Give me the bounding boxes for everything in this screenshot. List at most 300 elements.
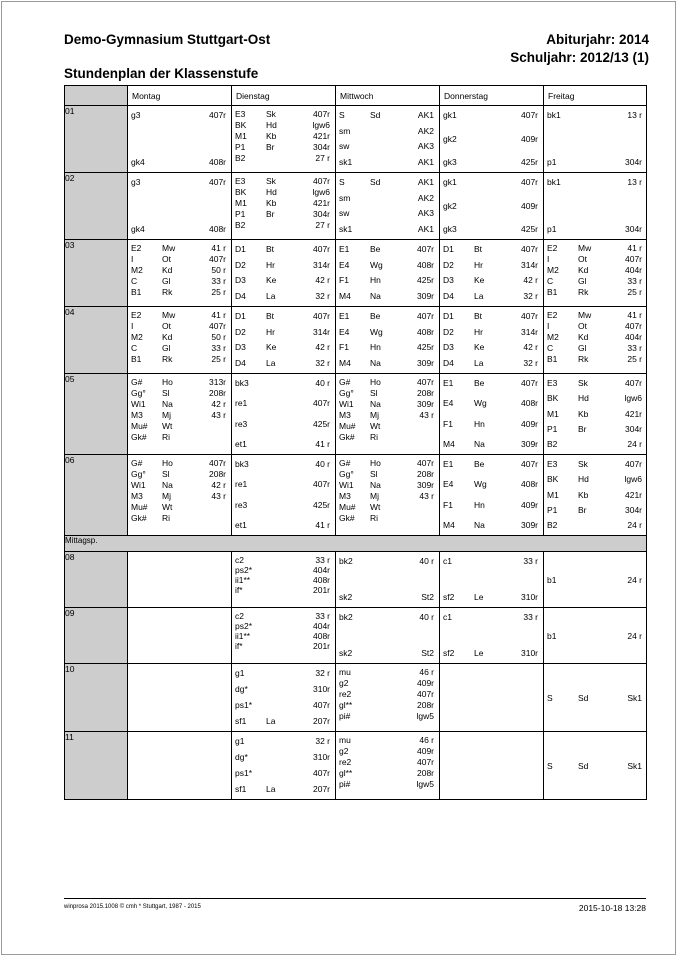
lesson-line: [440, 291, 543, 301]
lesson-cell: [336, 552, 440, 608]
lesson-teacher: Mj: [370, 410, 379, 420]
period-number: 09: [65, 608, 75, 618]
lesson-teacher: [266, 700, 304, 710]
lesson-course: G#: [131, 377, 143, 387]
lesson-line: [232, 565, 335, 575]
lesson-line: [544, 474, 646, 484]
lesson-room: 13 r: [627, 177, 642, 187]
lesson-room: 42 r: [523, 275, 538, 286]
lesson-teacher: Mw: [578, 310, 592, 320]
footer-rule: [64, 898, 646, 899]
lesson-line: [336, 410, 439, 421]
lesson-course: B1: [131, 354, 142, 364]
lesson-course: sw: [339, 141, 350, 152]
lesson-teacher: [578, 177, 616, 187]
lesson-room: [200, 432, 226, 443]
lesson-cell: [128, 732, 232, 800]
lesson-course: D1: [235, 311, 246, 321]
lesson-teacher: [370, 648, 408, 658]
lesson-teacher: [162, 177, 200, 187]
lesson-line: [128, 332, 231, 343]
lesson-room: 42 r: [315, 342, 330, 353]
lesson-course: B2: [235, 220, 246, 230]
lesson-course: E3: [235, 176, 246, 186]
lesson-line: [128, 110, 231, 120]
lesson-room: 310r: [520, 648, 538, 658]
lesson-course: dg*: [235, 752, 248, 762]
lesson-teacher: Ri: [370, 432, 379, 442]
lesson-room: 27 r: [315, 220, 330, 230]
lesson-room: 421r: [624, 489, 642, 500]
lesson-room: 33 r: [627, 343, 642, 353]
lesson-line: [336, 678, 439, 689]
lesson-teacher: [578, 224, 616, 234]
lesson-line: [232, 153, 335, 164]
lesson-course: pi#: [339, 779, 351, 789]
period-number: 08: [65, 552, 75, 562]
lesson-course: C: [547, 276, 554, 286]
lesson-teacher: [370, 612, 408, 622]
lesson-line: [128, 354, 231, 365]
lesson-room: 304r: [624, 224, 642, 234]
lesson-line: [336, 244, 439, 254]
lesson-teacher: Na: [370, 480, 381, 490]
lesson-room: 43 r: [419, 491, 434, 501]
lesson-teacher: Kb: [266, 131, 277, 141]
lesson-teacher: Wg: [370, 259, 383, 270]
lesson-course: M1: [547, 408, 559, 419]
lesson-line: [336, 689, 439, 700]
lesson-line: [336, 648, 439, 658]
lesson-room: 43 r: [419, 410, 434, 420]
lesson-teacher: [370, 141, 408, 151]
lesson-course: F1: [339, 275, 349, 286]
lesson-line: [232, 327, 335, 337]
lesson-teacher: Na: [370, 399, 381, 409]
lesson-course: M3: [339, 410, 351, 420]
lesson-room: 27 r: [315, 153, 330, 163]
lesson-line: [336, 779, 439, 790]
lesson-teacher: [474, 134, 512, 144]
lesson-room: 404r: [312, 565, 330, 575]
lesson-course: M3: [339, 491, 351, 501]
lesson-room: 24 r: [627, 439, 642, 449]
lesson-teacher: [266, 520, 304, 530]
lesson-course: D1: [235, 244, 246, 254]
lesson-line: [232, 244, 335, 254]
lesson-teacher: [474, 201, 512, 211]
lesson-line: [232, 378, 335, 388]
lesson-course: p1: [547, 157, 557, 167]
lesson-cell: [336, 307, 440, 374]
lesson-line: [440, 260, 543, 270]
lesson-course: C: [131, 343, 138, 353]
lesson-room: 409r: [416, 746, 434, 756]
lesson-line: [336, 141, 439, 151]
lesson-teacher: Br: [266, 142, 275, 152]
lesson-teacher: Ho: [162, 458, 173, 468]
lesson-room: 425r: [416, 275, 434, 286]
lesson-course: Mu#: [339, 421, 356, 431]
lesson-room: 407r: [520, 459, 538, 469]
lesson-line: [128, 469, 231, 480]
lesson-room: 50 r: [211, 265, 226, 275]
lesson-teacher: Rk: [578, 287, 589, 297]
lesson-line: [544, 409, 646, 419]
lesson-room: 24 r: [627, 630, 642, 641]
lesson-line: [336, 260, 439, 270]
lesson-room: 33 r: [211, 343, 226, 353]
lesson-course: gk2: [443, 200, 457, 211]
lesson-teacher: Na: [370, 290, 381, 301]
lesson-room: 309r: [520, 519, 538, 530]
lesson-cell: [232, 374, 336, 455]
lesson-course: M3: [131, 410, 143, 420]
lesson-line: [544, 157, 646, 167]
lesson-teacher: Rk: [162, 354, 173, 364]
lesson-room: 408r: [208, 157, 226, 167]
lesson-course: bk2: [339, 612, 353, 622]
lesson-teacher: Ke: [266, 342, 277, 353]
lesson-teacher: [474, 224, 512, 234]
lesson-room: 407r: [520, 311, 538, 321]
lunch-break-label: Mittagsp.: [65, 536, 647, 552]
lesson-line: [336, 513, 439, 524]
lesson-room: 314r: [312, 259, 330, 270]
lesson-room: AK1: [417, 156, 434, 167]
lesson-room: 407r: [208, 321, 226, 331]
lesson-room: 207r: [312, 716, 330, 726]
lesson-line: [336, 768, 439, 779]
lesson-teacher: [266, 398, 304, 408]
lesson-room: 407r: [416, 377, 434, 387]
lesson-course: et1: [235, 519, 247, 530]
lesson-room: 409r: [520, 418, 538, 429]
lesson-course: C: [547, 343, 554, 353]
lesson-teacher: Wt: [370, 421, 381, 431]
lesson-teacher: Sk: [578, 378, 588, 388]
lesson-room: 407r: [624, 378, 642, 388]
lesson-line: [232, 668, 335, 678]
lesson-room: 309r: [520, 438, 538, 449]
lesson-teacher: [266, 641, 304, 651]
lesson-room: 407r: [312, 479, 330, 490]
lesson-room: 408r: [416, 326, 434, 337]
lesson-room: Sk1: [627, 760, 642, 771]
lesson-room: 407r: [416, 757, 434, 767]
lesson-course: Gg°: [339, 469, 354, 479]
lesson-teacher: Mw: [162, 243, 176, 253]
lesson-line: [544, 378, 646, 388]
lesson-room: 43 r: [211, 410, 226, 420]
lesson-line: [336, 358, 439, 368]
lesson-teacher: [474, 556, 512, 566]
lesson-course: M2: [131, 265, 143, 275]
lesson-line: [440, 378, 543, 388]
lesson-line: [544, 343, 646, 354]
lesson-teacher: [266, 555, 304, 565]
lesson-teacher: Hd: [578, 474, 589, 485]
lesson-line: [544, 631, 646, 641]
lesson-line: [232, 176, 335, 187]
lesson-room: 407r: [312, 700, 330, 710]
lesson-room: 310r: [520, 592, 538, 602]
lesson-room: 408r: [416, 259, 434, 270]
lesson-course: BK: [547, 474, 559, 485]
lesson-room: 421r: [624, 408, 642, 419]
lesson-course: gk3: [443, 157, 457, 167]
lesson-line: [232, 500, 335, 510]
lesson-course: gl**: [339, 700, 353, 710]
lesson-teacher: Na: [474, 438, 485, 449]
lesson-teacher: Ot: [578, 321, 587, 331]
lesson-teacher: Na: [162, 399, 173, 409]
lesson-room: 40 r: [315, 378, 330, 388]
lesson-teacher: Kd: [162, 332, 173, 342]
lesson-course: b1: [547, 630, 557, 641]
lesson-room: 50 r: [211, 332, 226, 342]
lesson-room: 304r: [312, 142, 330, 152]
lesson-course: Gk#: [131, 432, 147, 442]
lesson-room: 407r: [416, 689, 434, 699]
period-number: 10: [65, 664, 75, 674]
lesson-teacher: Kb: [578, 489, 589, 500]
lesson-teacher: Hn: [474, 499, 485, 510]
lesson-teacher: Ri: [162, 432, 171, 442]
lesson-course: g1: [235, 668, 245, 678]
lesson-room: 408r: [520, 479, 538, 490]
lesson-course: B2: [547, 439, 558, 449]
lesson-teacher: Gl: [578, 276, 587, 286]
lesson-room: AK1: [417, 110, 434, 120]
lesson-course: Gk#: [339, 513, 355, 523]
lesson-room: [200, 513, 226, 524]
period-label: [65, 552, 128, 608]
lesson-room: St2: [421, 648, 434, 658]
lesson-teacher: Na: [474, 519, 485, 530]
lesson-line: [440, 648, 543, 658]
lesson-room: 407r: [208, 110, 226, 120]
lesson-line: [544, 761, 646, 771]
lesson-room: 404r: [312, 621, 330, 631]
period-label: [65, 608, 128, 664]
lesson-teacher: [578, 575, 616, 585]
lesson-teacher: [370, 768, 408, 779]
lesson-course: I: [131, 321, 134, 331]
lesson-line: [128, 310, 231, 321]
period-row: [65, 664, 647, 732]
lesson-room: 407r: [520, 110, 538, 120]
lesson-course: Gk#: [131, 513, 147, 523]
lesson-room: 32 r: [315, 736, 330, 746]
lesson-teacher: [162, 110, 200, 120]
lesson-course: sw: [339, 208, 350, 219]
lesson-cell: [440, 455, 544, 536]
lesson-course: M4: [339, 290, 351, 301]
lesson-teacher: [370, 735, 408, 746]
lesson-course: D2: [443, 259, 454, 270]
lesson-room: 407r: [520, 378, 538, 388]
lesson-line: [232, 752, 335, 762]
lesson-room: 41 r: [211, 310, 226, 320]
timetable: [64, 85, 647, 800]
lesson-room: AK1: [417, 223, 434, 234]
day-header: Dienstag: [232, 86, 336, 106]
lesson-teacher: Gl: [162, 343, 171, 353]
lesson-course: D2: [443, 326, 454, 337]
lesson-course: sk2: [339, 592, 353, 602]
lesson-teacher: La: [266, 716, 276, 726]
lesson-room: 32 r: [315, 357, 330, 368]
lesson-teacher: Sk: [266, 109, 276, 119]
lesson-room: 41 r: [627, 310, 642, 320]
day-header: Mittwoch: [336, 86, 440, 106]
lesson-teacher: Ri: [162, 513, 171, 523]
lesson-course: gk4: [131, 157, 145, 167]
lesson-line: [232, 631, 335, 641]
lesson-teacher: Ke: [266, 275, 277, 286]
lesson-line: [128, 480, 231, 491]
lesson-line: [232, 611, 335, 621]
lesson-line: [336, 746, 439, 757]
lesson-line: [232, 187, 335, 198]
period-label: [65, 455, 128, 536]
period-row: [65, 608, 647, 664]
lesson-line: [336, 700, 439, 711]
period-number: 03: [65, 240, 75, 250]
corner-cell: [65, 86, 128, 106]
lesson-course: D1: [443, 311, 454, 321]
lesson-cell: [336, 455, 440, 536]
lesson-line: [440, 134, 543, 144]
lesson-teacher: Gl: [578, 343, 587, 353]
lesson-room: 32 r: [315, 290, 330, 301]
lesson-teacher: Mj: [162, 410, 171, 420]
lesson-course: G#: [131, 458, 143, 468]
lesson-line: [544, 254, 646, 265]
lesson-course: P1: [547, 504, 558, 515]
lesson-teacher: Mj: [162, 491, 171, 501]
lesson-room: 407r: [520, 177, 538, 187]
lesson-cell: [128, 455, 232, 536]
lesson-course: S: [547, 692, 553, 703]
lesson-course: M2: [547, 265, 559, 275]
lesson-room: lgw6: [312, 120, 330, 130]
lesson-teacher: [266, 419, 304, 429]
lesson-line: [232, 419, 335, 429]
lesson-line: [232, 220, 335, 231]
lesson-cell: [232, 732, 336, 800]
lesson-line: [128, 254, 231, 265]
lesson-line: [440, 201, 543, 211]
lesson-teacher: Sl: [370, 469, 378, 479]
lesson-course: E2: [547, 243, 558, 253]
lesson-teacher: Ho: [370, 458, 381, 468]
lesson-cell: [544, 552, 647, 608]
lesson-line: [544, 110, 646, 120]
lesson-teacher: [266, 736, 304, 746]
lesson-line: [336, 735, 439, 746]
lesson-course: E1: [443, 459, 454, 469]
lesson-cell: [128, 608, 232, 664]
lesson-room: [200, 421, 226, 432]
lesson-course: gl**: [339, 768, 353, 778]
lesson-room: lgw6: [624, 393, 642, 404]
lesson-room: 25 r: [211, 287, 226, 297]
lesson-room: 314r: [520, 259, 538, 270]
lesson-course: g1: [235, 736, 245, 746]
lesson-line: [128, 243, 231, 254]
period-number: 01: [65, 106, 75, 116]
lesson-room: 407r: [416, 311, 434, 321]
lesson-teacher: [370, 157, 408, 167]
lesson-course: I: [131, 254, 134, 264]
lesson-line: [440, 419, 543, 429]
lesson-room: 24 r: [627, 574, 642, 585]
lesson-line: [128, 432, 231, 443]
lesson-line: [440, 311, 543, 321]
day-header-row: [65, 86, 647, 106]
lesson-teacher: [370, 700, 408, 711]
lesson-course: Mu#: [131, 421, 148, 431]
lesson-room: 208r: [208, 469, 226, 479]
lesson-cell: [232, 552, 336, 608]
lesson-teacher: Hr: [266, 259, 275, 270]
lesson-teacher: Ke: [474, 342, 485, 353]
lesson-room: 25 r: [211, 354, 226, 364]
lesson-teacher: Hn: [370, 342, 381, 353]
lesson-line: [336, 469, 439, 480]
lesson-teacher: Ho: [370, 377, 381, 387]
lesson-cell: [232, 664, 336, 732]
lesson-line: [232, 131, 335, 142]
lesson-course: g2: [339, 746, 349, 756]
lesson-teacher: Rk: [162, 287, 173, 297]
lesson-teacher: [370, 224, 408, 234]
day-header: Freitag: [544, 86, 647, 106]
lesson-teacher: [578, 157, 616, 167]
lesson-course: E1: [339, 311, 350, 321]
lesson-course: S: [547, 760, 553, 771]
period-row: [65, 240, 647, 307]
lesson-room: 425r: [416, 342, 434, 353]
lesson-cell: [336, 664, 440, 732]
lesson-teacher: [370, 208, 408, 218]
lesson-line: [128, 513, 231, 524]
lesson-room: [408, 432, 434, 443]
lesson-line: [336, 667, 439, 678]
lesson-teacher: Ri: [370, 513, 379, 523]
lesson-course: ps1*: [235, 768, 253, 778]
lesson-teacher: Na: [370, 357, 381, 368]
lesson-teacher: [266, 220, 304, 231]
lesson-course: ii1**: [235, 631, 251, 641]
lesson-cell: [440, 106, 544, 173]
period-number: 05: [65, 374, 75, 384]
lesson-course: E3: [235, 109, 246, 119]
lesson-line: [544, 459, 646, 469]
lesson-course: gk3: [443, 224, 457, 234]
lesson-course: gk4: [131, 224, 145, 234]
lesson-line: [128, 157, 231, 167]
lesson-teacher: [370, 746, 408, 757]
period-row: [65, 455, 647, 536]
lesson-line: [440, 520, 543, 530]
lesson-line: [128, 458, 231, 469]
lesson-room: 421r: [312, 131, 330, 141]
lesson-teacher: [266, 684, 304, 694]
lesson-teacher: Wg: [370, 326, 383, 337]
